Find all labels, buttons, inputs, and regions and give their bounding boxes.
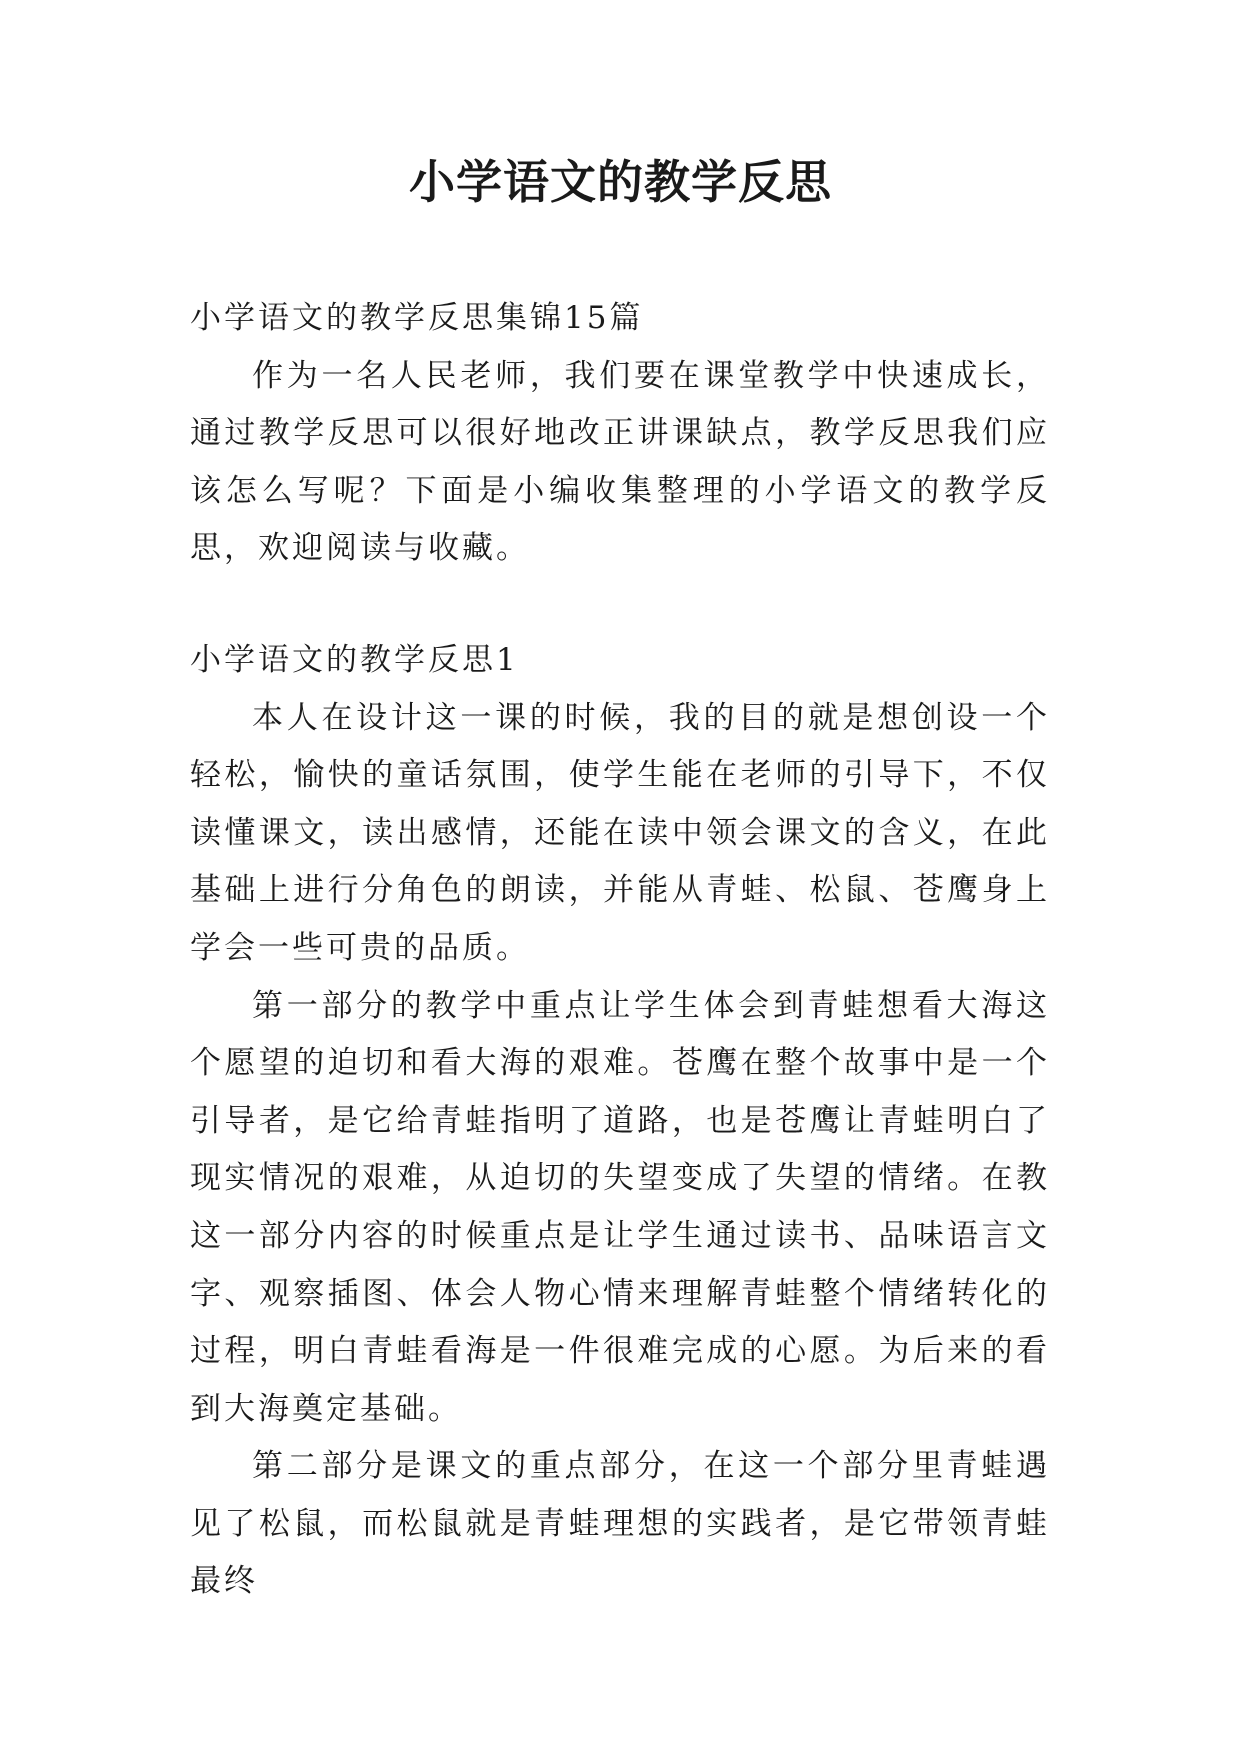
section-heading-1: 小学语文的教学反思1 [190,641,519,678]
intro-paragraph: 作为一名人民老师，我们要在课堂教学中快速成长，通过教学反思可以很好地改正讲课缺点，教学反思我们应该怎么写呢？下面是小编收集整理的小学语文的教学反思，欢迎阅读与收藏。 [190,357,1050,567]
section-1-paragraph-3: 第二部分是课文的重点部分，在这一个部分里青蛙遇见了松鼠，而松鼠就是青蛙理想的实践者，是它带领青蛙最终 [190,1448,1050,1600]
document-title: 小学语文的教学反思 [409,155,832,209]
document-body [190,290,1050,1611]
collection-subtitle: 小学语文的教学反思集锦15篇 [190,300,644,336]
section-1-paragraph-2: 第一部分的教学中重点让学生体会到青蛙想看大海这个愿望的迫切和看大海的艰难。苍鹰在整个故事中是一个引导者，是它给青蛙指明了道路，也是苍鹰让青蛙明白了现实情况的艰难，从迫切的失望变成了失望的情绪。在教这一部分内容的时候重点是让学生通过读书、品味语言文字、观察插图、体会人物心情来理解青蛙整个情绪转化的过程，明白青蛙看海是一件很难完成的心愿。为后来的看到大海奠定基础。 [190,987,1050,1427]
section-1-paragraph-1: 本人在设计这一课的时候，我的目的就是想创设一个轻松，愉快的童话氛围，使学生能在老师的引导下，不仅读懂课文，读出感情，还能在读中领会课文的含义，在此基础上进行分角色的朗读，并能从青蛙、松鼠、苍鹰身上学会一些可贵的品质。 [190,699,1050,966]
